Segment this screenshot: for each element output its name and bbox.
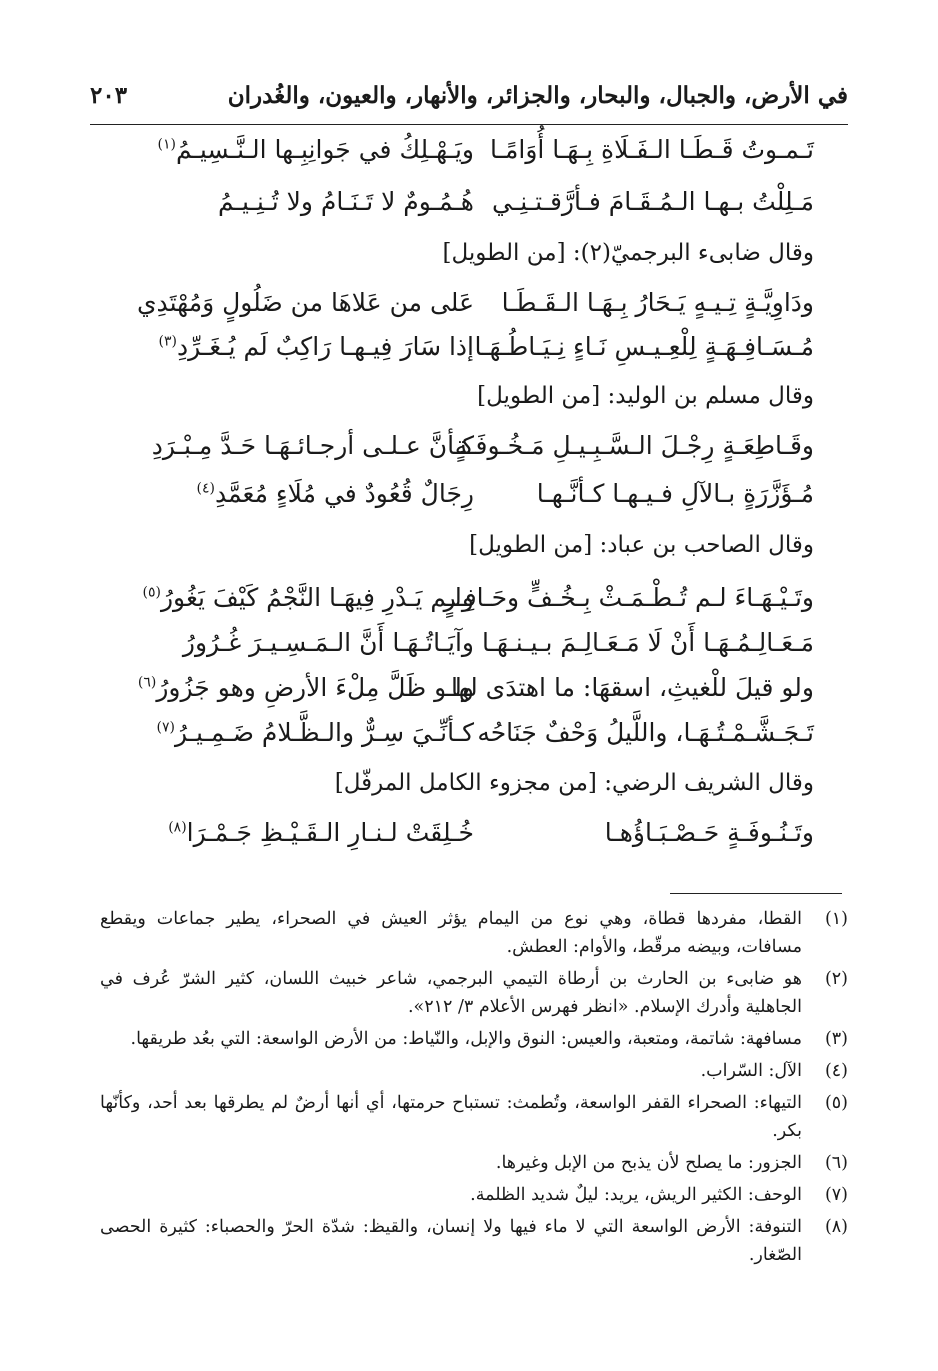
footnote [100,965,848,1021]
footnote [100,905,848,961]
footnote-number: (٨) [824,1217,848,1237]
page-header [90,74,848,126]
footnote-marker: (٨) [168,819,187,836]
first-hemistich: ودَاوِيَّـةٍ تِـيـهٍ يَـحَارُ بِـهَـا الـقَـطَـا [501,288,814,317]
footnote-number: (٧) [824,1185,848,1205]
verse-line [124,426,814,466]
page-number: ٢٠٣ [90,82,128,109]
footnote [100,1149,848,1177]
running-title: في الأرض، والجبال، والبحار، والجزائر، والأنهار، والعيون، والغُدران [227,82,848,109]
footnote-number: (٢) [824,969,848,989]
footnote-text: الآل: السّراب. [700,1061,802,1081]
footnote-text: مسافهة: شاتمة، ومتعبة، والعيس: النوق والإبل، والنّياط: من الأرض الواسعة: التي بعُد طريقها. [130,1029,802,1049]
footnote-text: الجزور: ما يصلح لأن يذبح من الإبل وغيرها. [495,1153,802,1173]
first-hemistich: وتَـيْـهَـاءَ لـم تُـطْـمَـثْ بِـخُـفٍّ وحَـافِـرٍ [443,583,814,612]
footnote-text: هو ضابىء بن الحارث بن أرطاة التيمي البرجمي، شاعر خبيث اللسان، كثير الشرّ عُرف في الجاهلية وأدرك الإسلام. «انظر فهرس الأعلام ٣/ ٢١٢». [100,969,802,1017]
poem-intro: وقال مسلم بن الوليد: [من الطويل] [477,383,814,409]
poem-intro: وقال ضابىء البرجميّ(٢): [من الطويل] [442,240,814,266]
footnote [100,1089,848,1145]
second-hemistich: كـأنَّ عـلـى أرجـائـهَـا حَـدَّ مِـبْـرَدِ [151,431,474,460]
second-hemistich: كـأنِّـيَ سِـرٌّ والـظَّـلامُ ضَـمِـيـرُ$^{(٧)}$ [156,718,474,747]
verse-line [124,813,814,853]
first-hemistich: وتَـنُـوفَـةٍ حَـصْـبَـاؤُهـا [604,818,814,847]
first-hemistich: تَـجَـشَّـمْـتُـهَـا، واللَّيلُ وَحْفٌ جَنَاحُه [477,718,814,747]
second-hemistich: وآيَـاتُـهَـا أَنَّ الـمَـسِـيـرَ غُـرُورُ [182,628,474,657]
second-hemistich: إذا سَارَ فِيـهـا رَاكِبٌ لَم يُـغَـرِّدِ$^{(٣)}$ [158,332,474,361]
poem-intro: وقال الشريف الرضي: [من مجزوء الكامل المرفّل] [334,770,814,796]
poem-intro: وقال الصاحب بن عباد: [من الطويل] [469,532,814,558]
second-hemistich: خُـلِقَتْ لـنـارِ الـقَـيْـظِ جَـمْـرَا$^{(٨)}$ [168,818,474,847]
footnote-number: (٥) [824,1093,848,1113]
footnote-marker: (٣) [158,333,177,350]
footnote-marker: (٤) [196,480,215,497]
first-hemistich: مَـعَـالِـمُـهَـا أَنْ لَا مَـعَـالِـمَ بـيـنـهَـا [481,628,814,657]
first-hemistich: مُـسَـافِـهَـةٍ لِلْعِـيـسِ نَـاءٍ نِـيَـاطُـهَـا [474,332,814,361]
verse-line [124,327,814,367]
second-hemistich: ويَـهْـلِكُ في جَوانِبِـها الـنَّـسِيـمُ$^{(١)}$ [157,135,474,164]
first-hemistich: تَـمـوتُ قَـطَـا الـفَـلَاةِ بِـهَـا أُوَامًـا [490,135,814,164]
footnote-number: (٣) [824,1029,848,1049]
footnote-rule [670,893,842,894]
footnote-text: التنوفة: الأرض الواسعة التي لا ماء فيها ولا إنسان، والقيظ: شدّة الحرّ والحصباء: كثيرة الحصى الصّغار. [100,1217,802,1265]
first-hemistich: ولو قيلَ للْغيثِ، اسقهَا: ما اهتدَى لها [450,673,814,702]
footnote-marker: (٥) [142,584,161,601]
second-hemistich: هُـمُـومٌ لا تَـنَـامُ ولا تُـنِـيـمُ [218,187,474,216]
footnote [100,1057,848,1085]
footnote-number: (٦) [824,1153,848,1173]
verse-line [124,623,814,663]
second-hemistich: رِجَالٌ قُعُودٌ في مُلَاءٍ مُعَمَّدِ$^{(٤)}$ [196,479,474,508]
footnote-text: الوحف: الكثير الريش، يريد: ليلٌ شديد الظلمة. [470,1185,802,1205]
footnote-marker: (٦) [137,674,157,691]
verse-line [124,130,814,170]
first-hemistich: مَـلِلْتُ بـهـا الـمُـقَـامَ فـأرَّقـتـنِـي [492,187,814,216]
first-hemistich: وقَـاطِعَـةٍ رِجْـلَ الـسَّـبِـيـلِ مَـخُـوفَـةٍ [454,431,814,460]
first-hemistich: مُـؤَزَّرَةٍ بـالآلِ فـيـهـا كـأنَّـهـا [536,479,814,508]
footnote [100,1025,848,1053]
footnote [100,1213,848,1269]
second-hemistich: ولـم يَـدْرِ فِيهَـا النَّجْمُ كَيْفَ يَغُورُ$^{(٥)}$ [142,583,474,612]
verse-line [124,283,814,323]
footnote-marker: (١) [157,136,176,153]
footnote-marker: (٧) [156,719,175,736]
footnotes [100,905,848,1273]
verse-line [124,668,814,708]
second-hemistich: ولـو ظَلَّ مِلْءَ الأرضِ وهو جَزُورُ$^{(٦)}$ [137,673,474,702]
footnote-number: (٤) [824,1061,848,1081]
verse-line [124,713,814,753]
verse-line [124,474,814,514]
footnote-text: التيهاء: الصحراء القفر الواسعة، وتُطمث: تستباح حرمتها، أي أنها أرضٌ لم يطرقها بعد أحد، وكأنّها بكر. [100,1093,802,1141]
footnote-text: القطا، مفردها قطاة، وهي نوع من اليمام يؤثر العيش في الصحراء، يطير جماعات ويقطع مسافات، وبيضه مرقّط، والأوام: العطش. [100,909,802,957]
footnote-number: (١) [824,909,848,929]
header-rule [90,124,848,125]
verse-line [124,578,814,618]
footnote [100,1181,848,1209]
second-hemistich: عَلى من عَلاهَا من ضَلُولٍ وَمُهْتَدِي [136,288,474,317]
verse-line [124,182,814,222]
